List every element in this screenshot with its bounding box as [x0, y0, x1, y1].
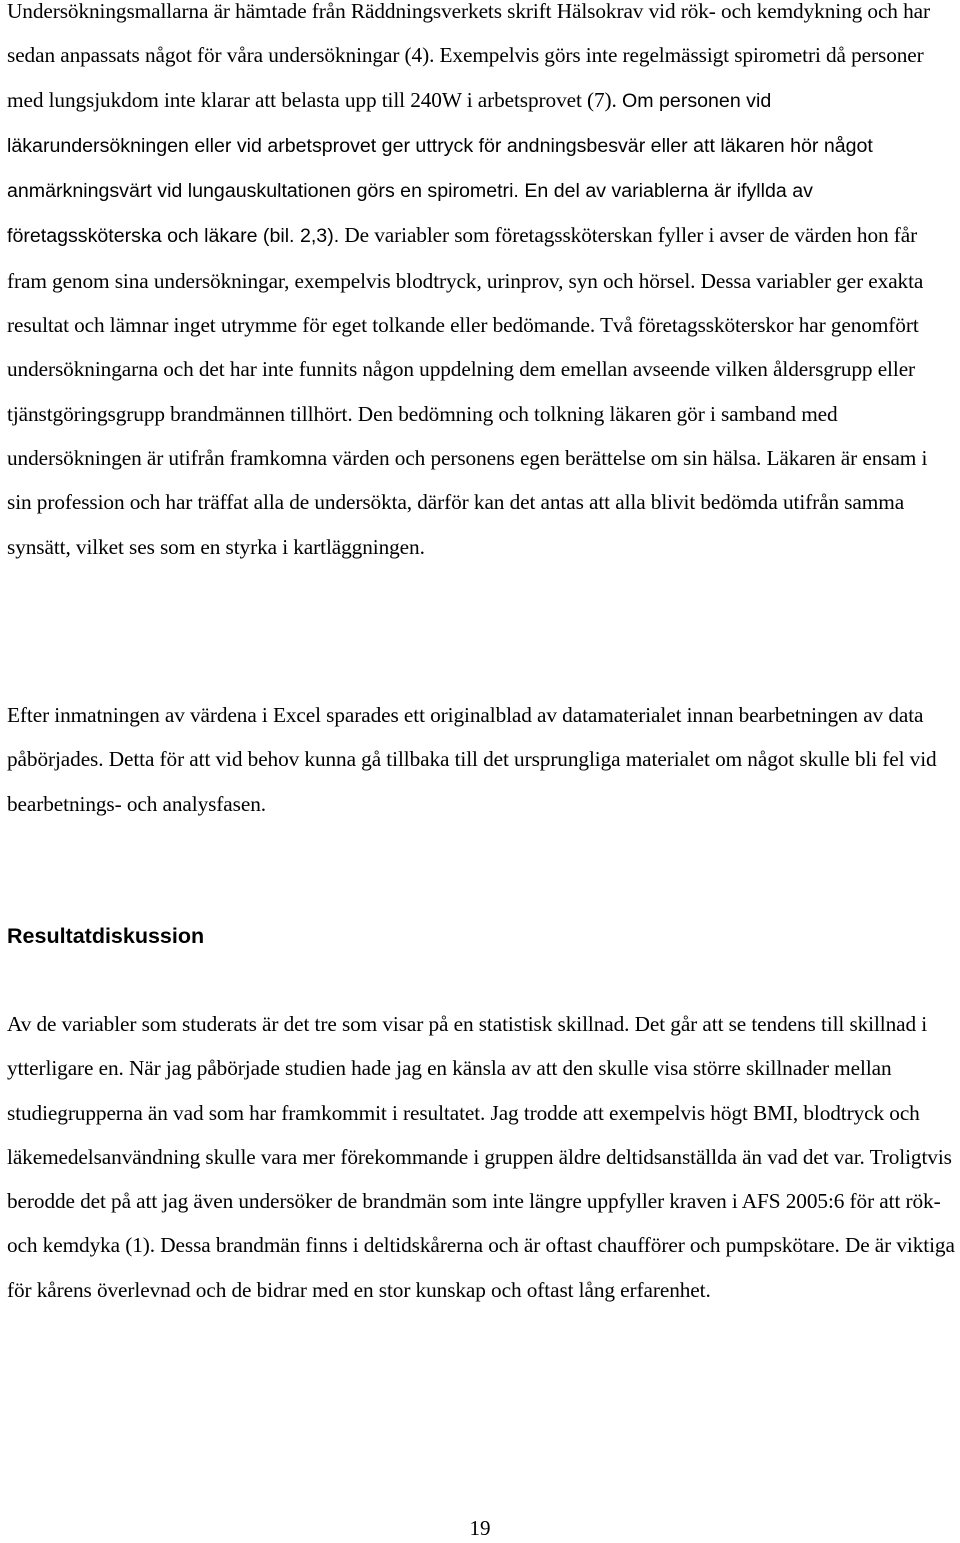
paragraph-methods-part-3: De variabler som företagssköterskan fyller i avser de värden hon får fram genom sina undersökningar, exempelvis blodtryck, urinprov, syn och hörsel. Dessa variabler ger exakta resultat och lämnar inget utrymme för eget tolkande eller bedömande. Två företagssköterskor har genomfört undersökningarna och det har inte funnits någon uppdelning dem emellan avseende vilken åldersgrupp eller tjänstgöringsgrupp brandmännen tillhört. Den bedömning och tolkning läkaren gör i samband med undersökningen är utifrån framkomna värden och personens egen berättelse om sin hälsa. Läkaren är ensam i sin profession och har träffat alla de undersökta, därför kan det antas att alla blivit bedömda utifrån samma synsätt, vilket ses som en styrka i kartläggningen. — [7, 223, 928, 559]
page-number: 19 — [469, 1516, 491, 1540]
paragraph-methods-part-2: Om personen vid läkarundersökningen eller vid arbetsprovet ger uttryck för andningsbesvär eller att läkaren hör något anmärkningsvärt vid lungauskultationen görs en spirometri. En del av variablerna är ifyllda av företagssköterska och läkare (bil. 2,3). — [7, 89, 873, 248]
paragraph-result-discussion: Av de variabler som studerats är det tre som visar på en statistisk skillnad. Det går att se tendens till skillnad i ytterligare en. När jag påbörjade studien hade jag en känsla av att den skulle visa större skillnader mellan studiegrupperna än vad som har framkommit i resultatet. Jag trodde att exempelvis högt BMI, blodtryck och läkemedelsanvändning skulle vara mer förekommande i gruppen äldre deltidsanställda än vad det var. Troligtvis berodde det på att jag även undersöker de brandmän som inte längre uppfyller kraven i AFS 2005:6 för att rök- och kemdyka (1). Dessa brandmän finns i deltidskårerna och är oftast chaufförer och pumpskötare. De är viktiga för kårens överlevnad och de bidrar med en stor kunskap och oftast lång erfarenhet. — [7, 1012, 955, 1302]
paragraph-methods — [7, 0, 955, 569]
paragraph-data-handling: Efter inmatningen av värdena i Excel sparades ett originalblad av datamaterialet innan bearbetningen av data påbörjades. Detta för att vid behov kunna gå tillbaka till det ursprungliga materialet om något skulle bli fel vid bearbetnings- och analysfasen. — [7, 703, 937, 816]
section-heading: Resultatdiskussion — [7, 924, 205, 948]
paragraph-methods-part-1: Undersökningsmallarna är hämtade från Räddningsverkets skrift Hälsokrav vid rök- och kemdykning och har sedan anpassats något för våra undersökningar (4). Exempelvis görs inte regelmässigt spirometri då personer med lungsjukdom inte klarar att belasta upp till 240W i arbetsprovet (7). — [7, 0, 930, 112]
